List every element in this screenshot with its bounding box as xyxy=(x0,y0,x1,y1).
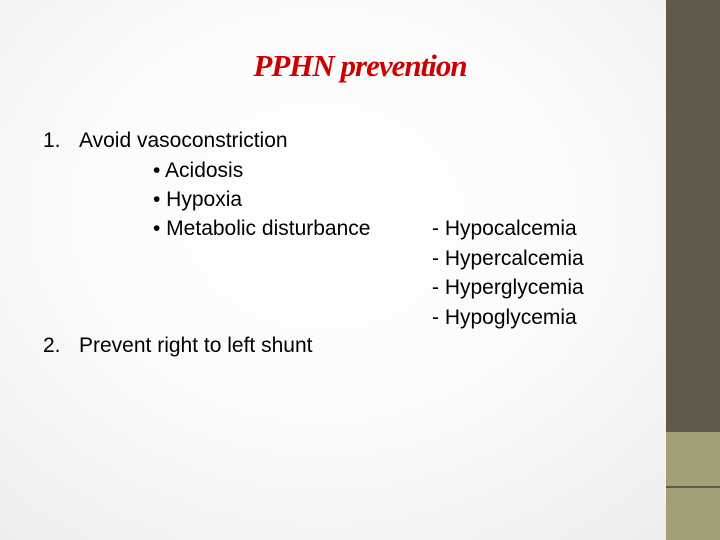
side-item-hypoglycemia: - Hypoglycemia xyxy=(432,306,577,329)
sub-bullet-acidosis: • Acidosis xyxy=(153,159,244,182)
list-item-2-text: Prevent right to left shunt xyxy=(79,334,313,357)
list-item-1 xyxy=(43,130,288,151)
list-item-2-number: 2. xyxy=(43,334,61,357)
list-item-2 xyxy=(43,335,312,356)
sub-bullet-metabolic: • Metabolic disturbance xyxy=(153,217,371,240)
sub-bullet-hypoxia: • Hypoxia xyxy=(153,188,243,211)
side-item-hypercalcemia: - Hypercalcemia xyxy=(432,247,584,270)
slide-title: PPHN prevention xyxy=(253,48,467,83)
side-item-hypocalcemia: - Hypocalcemia xyxy=(432,217,577,240)
list-item-1-text: Avoid vasoconstriction xyxy=(79,129,288,152)
side-item-hyperglycemia: - Hyperglycemia xyxy=(432,276,584,299)
sidebar-divider xyxy=(666,486,720,488)
list-item-1-number: 1. xyxy=(43,129,61,152)
